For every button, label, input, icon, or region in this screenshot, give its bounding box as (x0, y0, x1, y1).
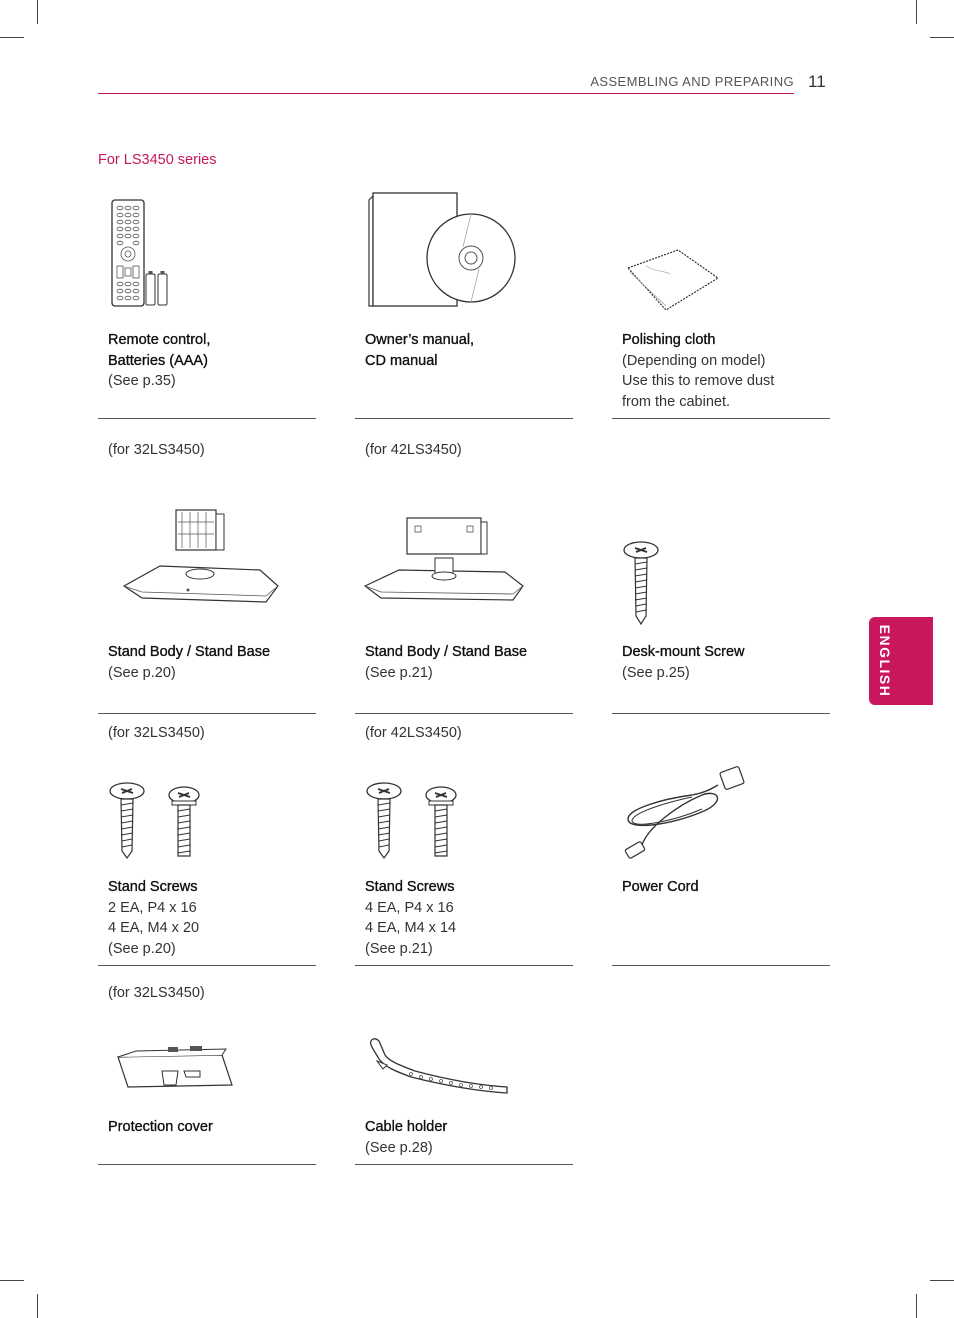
stand-screws-icon (365, 781, 469, 861)
item-cloth (612, 190, 830, 420)
item-screws-42-name: Stand Screws (365, 879, 455, 895)
item-divider (98, 1164, 316, 1165)
item-power-cord-name: Power Cord (622, 879, 699, 895)
item-desk-screw-name: Desk-mount Screw (622, 644, 745, 660)
stand-body-base-icon (120, 506, 282, 608)
crop-mark (930, 1280, 954, 1281)
crop-mark (0, 37, 24, 38)
item-cable-holder (355, 967, 573, 1167)
crop-mark (0, 1280, 24, 1281)
page-number: 11 (808, 72, 826, 91)
item-remote (98, 190, 316, 420)
item-manual-name-2: CD manual (365, 352, 438, 369)
crop-mark (37, 0, 38, 24)
item-screws-32-desc-2: 4 EA, M4 x 20 (108, 920, 200, 936)
item-stand-32-name: Stand Body / Stand Base (108, 644, 271, 660)
language-tab[interactable] (869, 617, 933, 705)
item-divider (355, 713, 573, 714)
item-cloth-desc-3: from the cabinet. (622, 393, 730, 410)
item-screws-32 (98, 715, 316, 967)
item-stand-42-model: (for 42LS3450) (365, 442, 462, 458)
power-cord-icon (622, 765, 748, 861)
item-stand-42-desc: (See p.21) (365, 664, 433, 681)
item-cloth-desc-1: (Depending on model) (622, 352, 766, 369)
item-manual (355, 190, 573, 420)
item-screws-42 (355, 715, 573, 967)
remote-control-icon (110, 198, 172, 308)
item-manual-name-1: Owner’s manual, (365, 332, 475, 348)
item-divider (98, 713, 316, 714)
screw-icon (622, 540, 666, 626)
item-desk-screw-desc: (See p.25) (622, 664, 690, 681)
item-remote-name-2: Batteries (AAA) (108, 352, 208, 369)
section-title: ASSEMBLING AND PREPARING (590, 74, 794, 89)
item-screws-32-name: Stand Screws (108, 879, 198, 895)
crop-mark (916, 0, 917, 24)
item-power-cord (612, 715, 830, 967)
item-screws-42-desc-3: (See p.21) (365, 940, 433, 957)
item-stand-42 (355, 420, 573, 715)
item-divider (98, 965, 316, 966)
item-cloth-desc-2: Use this to remove dust (622, 373, 775, 389)
stand-body-base-icon (363, 514, 525, 610)
series-label: For LS3450 series (98, 152, 217, 168)
item-cable-holder-desc: (See p.28) (365, 1139, 433, 1156)
crop-mark (916, 1294, 917, 1318)
item-stand-42-name: Stand Body / Stand Base (365, 644, 528, 660)
item-divider (98, 418, 316, 419)
protection-cover-icon (116, 1045, 236, 1091)
item-screws-42-desc-2: 4 EA, M4 x 14 (365, 920, 457, 936)
item-cloth-name: Polishing cloth (622, 332, 716, 348)
item-screws-42-desc-1: 4 EA, P4 x 16 (365, 899, 454, 916)
header-rule (98, 93, 794, 94)
item-cover-name: Protection cover (108, 1119, 213, 1135)
item-screws-32-desc-1: 2 EA, P4 x 16 (108, 899, 197, 916)
manual-cd-icon (367, 192, 519, 310)
item-divider (612, 965, 830, 966)
item-screws-32-model: (for 32LS3450) (108, 725, 205, 741)
item-screws-32-desc-3: (See p.20) (108, 940, 176, 957)
language-tab-label: ENGLISH (877, 624, 893, 698)
item-divider (612, 713, 830, 714)
item-divider (355, 418, 573, 419)
item-remote-name-1: Remote control, (108, 332, 211, 348)
item-cover-model: (for 32LS3450) (108, 985, 205, 1001)
item-desk-screw (612, 420, 830, 715)
stand-screws-icon (108, 781, 212, 861)
item-stand-32 (98, 420, 316, 715)
item-protection-cover (98, 967, 316, 1167)
item-screws-42-model: (for 42LS3450) (365, 725, 462, 741)
item-stand-32-desc: (See p.20) (108, 664, 176, 681)
item-divider (355, 1164, 573, 1165)
crop-mark (37, 1294, 38, 1318)
item-divider (355, 965, 573, 966)
polishing-cloth-icon (626, 248, 722, 314)
item-divider (612, 418, 830, 419)
item-remote-desc: (See p.35) (108, 373, 176, 389)
item-cable-holder-name: Cable holder (365, 1119, 448, 1135)
item-stand-32-model: (for 32LS3450) (108, 442, 205, 458)
crop-mark (930, 37, 954, 38)
cable-holder-icon (365, 1035, 511, 1097)
